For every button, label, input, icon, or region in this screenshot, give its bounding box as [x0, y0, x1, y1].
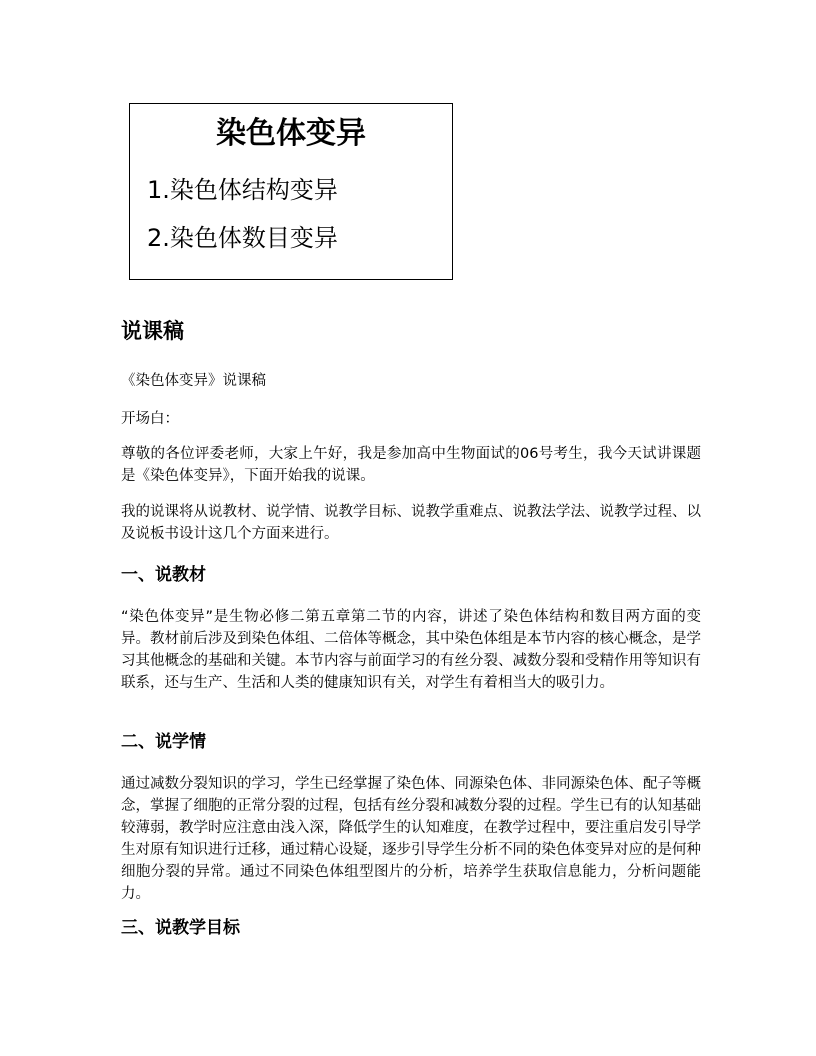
blackboard-design-box	[129, 103, 453, 280]
board-item-number: 2.染色体数目变异	[147, 224, 338, 252]
greeting-paragraph: 尊敬的各位评委老师，大家上午好，我是参加高中生物面试的06号考生，我今天试讲课题是《染色体变异》，下面开始我的说课。	[121, 446, 701, 484]
section-heading-objectives: 三、说教学目标	[121, 918, 240, 938]
board-item-structure: 1.染色体结构变异	[147, 176, 338, 204]
section-heading-textbook: 一、说教材	[121, 565, 206, 585]
opening-label: 开场白：	[121, 411, 179, 427]
section-text-students: 通过减数分裂知识的学习，学生已经掌握了染色体、同源染色体、非同源染色体、配子等概念，掌握了细胞的正常分裂的过程，包括有丝分裂和减数分裂的过程。学生已有的认知基础较薄弱，教学时应注意由浅入深，降低学生的认知难度，在教学过程中，要注重启发引导学生对原有知识进行迁移，通过精心设疑，逐步引导学生分析不同的染色体变异对应的是何种细胞分裂的异常。通过不同染色体组型图片的分析，培养学生获取信息能力，分析问题能力。	[121, 776, 701, 902]
board-title: 染色体变异	[216, 116, 366, 151]
document-title: 说课稿	[121, 319, 184, 343]
outline-paragraph: 我的说课将从说教材、说学情、说教学目标、说教学重难点、说教法学法、说教学过程、以及说板书设计这几个方面来进行。	[121, 504, 701, 542]
section-heading-students: 二、说学情	[121, 732, 206, 752]
section-text-textbook: “染色体变异”是生物必修二第五章第二节的内容，讲述了染色体结构和数目两方面的变异。教材前后涉及到染色体组、二倍体等概念，其中染色体组是本节内容的核心概念，是学习其他概念的基础和关键。本节内容与前面学习的有丝分裂、减数分裂和受精作用等知识有联系，还与生产、生活和人类的健康知识有关，对学生有着相当大的吸引力。	[121, 609, 701, 691]
document-subtitle: 《染色体变异》说课稿	[121, 373, 266, 389]
